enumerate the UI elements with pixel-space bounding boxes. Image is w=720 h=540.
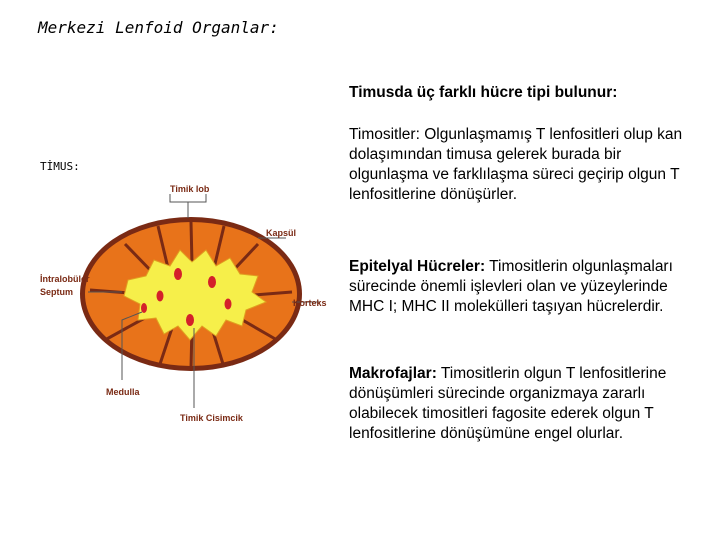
thymus-diagram — [30, 180, 335, 440]
label-medulla: Medulla — [106, 387, 140, 397]
intro-text: Timusda üç farklı hücre tipi bulunur: — [349, 84, 618, 101]
paragraph-epitelyal — [349, 257, 689, 317]
label-timik-lob: Timik lob — [170, 184, 210, 194]
paragraph-timositler — [349, 125, 689, 205]
paragraph-lead: Makrofajlar: — [349, 365, 437, 382]
timus-label: TİMUS: — [40, 160, 80, 173]
paragraph-makrofajlar — [349, 364, 689, 444]
label-timik-cisimcik: Timik Cisimcik — [180, 413, 243, 423]
paragraph-body: Timositlerin olgunlaşmaları sürecinde önemli işlevleri olan ve yüzeylerinde MHC I; MHC II molekülleri taşıyan hücrelerdir. — [349, 258, 673, 315]
label-kapsul: Kapsül — [266, 228, 297, 238]
label-korteks: Korteks — [293, 298, 327, 308]
paragraph-lead: Epitelyal Hücreler: — [349, 258, 486, 275]
paragraph-body: : Olgunlaşmamış T lenfositleri olup kan dolaşımından timusa gelerek burada bir olgunlaşma ve farklılaşma süreci geçirip olgun T lenfositlerine dönüşürler. — [349, 126, 683, 203]
label-intralobuler: İntralobüler — [40, 274, 90, 284]
page-title: Merkezi Lenfoid Organlar: — [38, 18, 279, 37]
paragraph-body: Timositlerin olgun T lenfositlerine dönüşümleri sürecinde organizmaya zararlı olabilecek timositleri fagosite ederek olgun T lenfositlerine dönüşümüne engel olurlar. — [349, 365, 667, 442]
label-septum: Septum — [40, 287, 74, 297]
paragraph-lead: Timositler — [349, 126, 416, 143]
